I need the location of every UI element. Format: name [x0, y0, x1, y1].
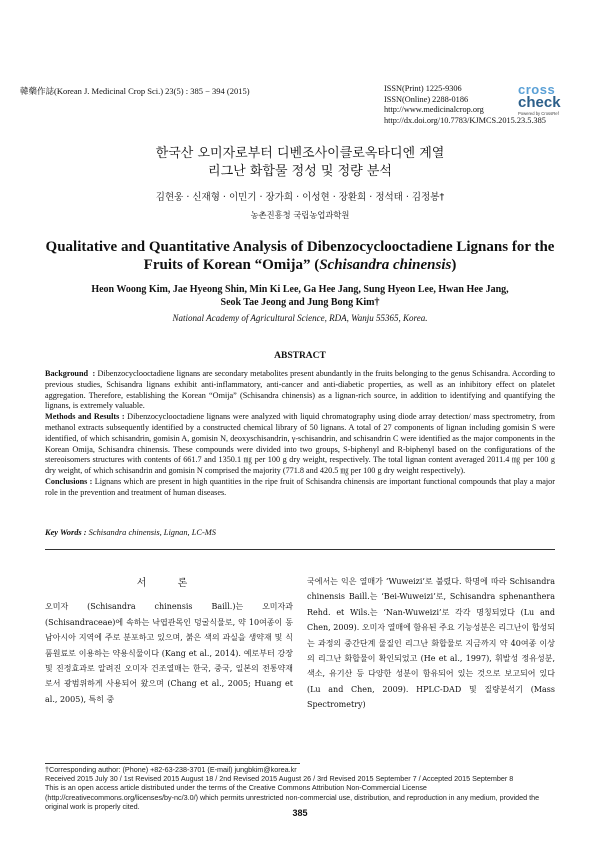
methods-colon: :: [119, 412, 128, 422]
english-title-line2-pre: Fruits of Korean “Omija” (: [143, 257, 320, 273]
background-text: Dibenzocyclooctadiene lignans are secondary metabolites present abundantly in the fruits belonging to the genus Schisandra. According to previous studies, Schisandra lignans exhibit anti-inflammatory, anti-cancer and anti-diabetic properties, as well as an inhibitory effect on platelet aggregation. Therefore, establishing the Korean “Omija” (Schisandra chinensis) as a lignan-rich source, in addition to identifying and quantifying the lignans, is extremely valuable.: [45, 369, 555, 411]
methods-text: Dibenzocyclooctadiene lignans were analyzed with liquid chromatography using diode array detection/ mass spectrometry, from methanol extracts subsequently identified by a constructed chemical library of 50 lignans. A total of 27 components of lignan including gomisin S were identified, of which schisandrin, gomisin A, gomisin N, deoxyschisandrin, γ-schisandrin, and schisandrin C were identified as the major components in the Korean Omija, Schisandra chinensis. These compounds were divided into two groups, S-biphenyl and R-biphenyl based on the configurations of the stereoisomers structures with contents of 661.7 and 1350.1 ㎎ per 100 g dry weight, respectively. The total lignan content averaged 2011.4 ㎎ per 100 g dry weight, of which schisandrin and gomisin N comprised the majority (771.8 and 420.5 ㎎ per 100 g dry weight respectively).: [45, 412, 555, 476]
intro-paragraph-1: 오미자 (Schisandra chinensis Baill.)는 오미자과(Schisandraceae)에 속하는 낙엽관목인 덩굴식물로, 약 10여종이 동남아시아 지역에 주로 분포하고 있으며, 붉은 색의 과실을 생약재 및 식품원료로 이용하는 약용식물이다 (Kang et al., 2014). 예로부터 강장 및 진정효과로 알려진 오미자 건조열매는 한국, 중국, 일본의 전통약재로서 광범위하게 사용되어 왔으며 (Chang et al., 2005; Huang et al., 2005), 특히 중: [45, 602, 293, 704]
english-authors-line1: Heon Woong Kim, Jae Hyeong Shin, Min Ki Lee, Ga Hee Jang, Sung Hyeon Lee, Hwan Hee Jang,: [91, 284, 509, 295]
issn-online: ISSN(Online) 2288-0186: [384, 94, 469, 104]
page-number: 385: [292, 808, 308, 818]
methods-label: Methods and Results: [45, 412, 120, 422]
abstract-body: [45, 369, 555, 499]
received-dates: Received 2015 July 30 / 1st Revised 2015 August 18 / 2nd Revised 2015 August 26 / 3rd Revised 2015 September 7 / Accepted 2015 September 8: [45, 774, 514, 784]
journal-citation: 韓藥作誌(Korean J. Medicinal Crop Sci.) 23(5) : 385 − 394 (2015): [20, 86, 250, 96]
keywords-text: Schisandra chinensis, Lignan, LC-MS: [88, 528, 216, 537]
english-authors-line2: Seok Tae Jeong and Jung Bong Kim†: [220, 296, 380, 308]
license-notice: This is an open access article distributed under the terms of the Creative Commons Attribution Non-Commercial License (http://creativecommons.org/licenses/by-nc/3.0/) which permits unrestricted non-commercial use, distribution, and reproduction in any medium, provided the original work is properly cited.: [45, 783, 540, 811]
english-title-line2-post: ): [451, 257, 457, 273]
keywords-label: Key Words :: [45, 528, 87, 537]
korean-title-line1: 한국산 오미자로부터 디벤조사이클로옥타디엔 계열: [155, 146, 445, 161]
body-column-right: [307, 574, 555, 713]
issn-print: ISSN(Print) 1225-9306: [384, 84, 462, 93]
english-authors: [40, 284, 560, 309]
crossmark-top-text: cross: [518, 82, 556, 97]
body-column-left: [45, 576, 293, 707]
abstract-conclusions: [45, 477, 555, 499]
footnote-divider: [45, 763, 300, 764]
crossmark-sub-text: Powered by CrossRef: [518, 111, 559, 116]
background-label: Background: [45, 369, 89, 378]
conclusions-colon: :: [87, 476, 95, 486]
english-title-species: Schisandra chinensis: [319, 257, 452, 273]
crossmark-bottom-text: check: [518, 94, 561, 111]
abstract-methods: [45, 412, 555, 477]
section-divider: [45, 549, 555, 550]
crossmark-logo[interactable]: [518, 84, 588, 114]
background-colon: :: [88, 369, 98, 378]
keywords: [45, 528, 555, 537]
footnote-block: [45, 765, 555, 811]
abstract-background: [45, 369, 555, 412]
section-heading-introduction: 서 론: [136, 578, 202, 589]
intro-paragraph-1-cont: 국에서는 익은 열매가 ‘Wuweizi’로 불렸다. 학명에 따라 Schisandra chinensis Baill.는 ‘Bei-Wuweizi’로, Schisandra sphenanthera Rehd. et Wils.는 ‘Nan-Wuweizi’로 각각 명칭되었다 (Lu and Chen, 2009). 오미자 열매에 함유된 주요 기능성분은 리그난이 합성되는 과정의 중간단계 물질인 리그난 화합물로 지금까지 약 40여종 이상의 리그난 화합물이 확인되었고 (He et al., 1997), 휘발성 정유성분, 색소, 유기산 등 다양한 성분이 함유되어 있는 것으로 보고되어 있다 (Lu and Chen, 2009). HPLC-DAD 및 질량분석기 (Mass Spectrometry): [307, 577, 555, 710]
english-title-line2: [40, 256, 560, 274]
doi-link[interactable]: http://dx.doi.org/10.7783/KJMCS.2015.23.5.385: [384, 115, 546, 125]
journal-url-link[interactable]: http://www.medicinalcrop.org: [384, 105, 484, 115]
english-title: [40, 238, 560, 274]
korean-title: [0, 145, 600, 181]
corresponding-author: †Corresponding author: (Phone) +82-63-238-3701 (E-mail) jungbkim@korea.kr: [45, 765, 297, 774]
korean-affiliation: 농촌진흥청 국립농업과학원: [250, 210, 350, 220]
conclusions-text: Lignans which are present in high quantities in the ripe fruit of Schisandra chinensis are important functional compounds that play a major role in the prevention and treatment of human diseases.: [45, 476, 556, 497]
korean-title-line2: 리그난 화합물 정성 및 정량 분석: [208, 164, 392, 179]
conclusions-label: Conclusions: [45, 476, 88, 486]
korean-authors: 김현웅 · 신재형 · 이민기 · 장가희 · 이성현 · 장환희 · 정석태 · 김정봉†: [155, 192, 445, 203]
abstract-heading: ABSTRACT: [274, 351, 326, 361]
english-title-line1: Qualitative and Quantitative Analysis of Dibenzocyclooctadiene Lignans for the: [45, 239, 555, 255]
english-affiliation: National Academy of Agricultural Science, RDA, Wanju 55365, Korea.: [172, 313, 428, 323]
